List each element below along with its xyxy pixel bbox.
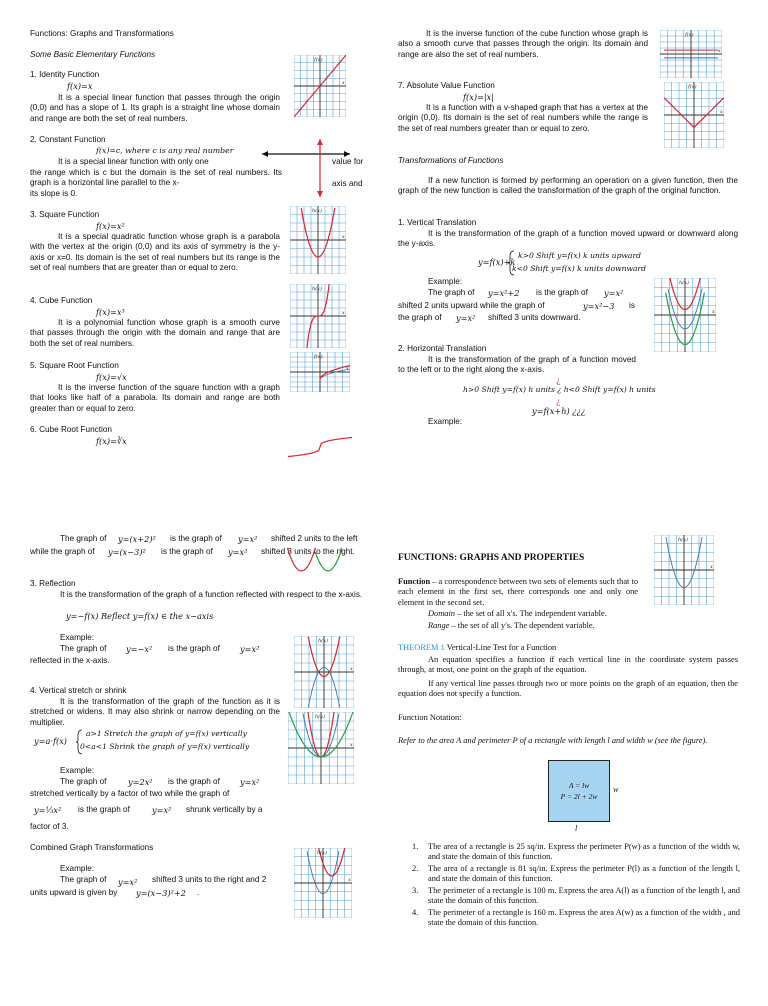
horizontal-example-formula-2: y=x² xyxy=(238,534,258,544)
graph-svg xyxy=(294,636,354,708)
graph-svg xyxy=(664,82,724,148)
reflection-example-formula-2: y=x² xyxy=(240,644,260,654)
stretch-graph xyxy=(288,712,354,784)
horizontal-example-text-g: shifted 3 units to the right. xyxy=(261,547,355,556)
function-definition-text: – a correspondence between two sets of elements such that to each element in the first set, there corresponds one and only one element in the second set. xyxy=(398,577,639,607)
horizontal-example-text-c: shifted 2 units to the left xyxy=(271,534,358,543)
graph-svg xyxy=(654,535,714,605)
problem-text: The area of a rectangle is 25 sq/in. Express the perimeter P(w) as a function of the width w, and state the domain of this function. xyxy=(428,842,740,862)
constant-description-a: It is a special linear function with only one xyxy=(58,157,209,166)
combined-graph xyxy=(294,848,352,918)
rectangle-length-label: l xyxy=(575,824,578,833)
problem-text: The area of a rectangle is 81 sq/in. Express the perimeter P(l) as a function of the length l, and state the domain of this function. xyxy=(428,864,740,884)
graph-svg xyxy=(286,530,342,572)
axis-label: h(x) xyxy=(679,280,689,286)
cube-graph xyxy=(290,284,346,348)
vertical-example-label: Example: xyxy=(428,277,463,286)
graph-svg xyxy=(660,30,722,78)
stretch-example-formula-3: y=⅓x² xyxy=(34,805,62,815)
axis-label: x xyxy=(348,877,351,883)
constant-formula: f(x)=c, where c is any real number xyxy=(96,146,234,155)
cbrt-formula: f(x)=∛x xyxy=(96,436,127,446)
stretch-example-formula-4: y=x² xyxy=(152,805,172,815)
vertical-translation-graph xyxy=(654,278,716,352)
problem-text: The perimeter of a rectangle is 160 m. Express the area A(w) as a function of the width , and state the domain of this function. xyxy=(428,908,740,928)
vertical-example-formula-4: y=x² xyxy=(456,313,476,323)
cbrt-description: It is the inverse function of the cube function whose graph is also a smooth curve that passes through the origin. Its domain and range are also the set of real numbers. xyxy=(398,29,648,59)
transformations-heading: Transformations of Functions xyxy=(398,156,504,165)
vertical-example-text-a: The graph of xyxy=(428,288,475,297)
combined-example-label: Example: xyxy=(60,864,95,873)
shift-right-curve xyxy=(315,548,342,571)
theorem-heading xyxy=(398,643,556,653)
horizontal-formula-lhs: y=f(x+h) ¿¿¿ xyxy=(532,406,586,416)
square-description: It is a special quadratic function whose graph is a parabola with the vertex at the origin (0,0) and its axis of symmetry is the y-axis or x=0. Its domain is the set of real numbers but its range is the set of real numbers that are greater than or equal to zero. xyxy=(30,232,280,273)
constant-heading: 2. Constant Function xyxy=(30,135,106,144)
axis-label: x xyxy=(712,309,715,315)
axis-label: h(x) xyxy=(318,638,328,644)
stretch-example-text-g: factor of 3. xyxy=(30,822,69,831)
problem-number: 1. xyxy=(412,842,419,851)
combined-example-text-a: The graph of xyxy=(60,875,107,884)
properties-graph xyxy=(654,535,714,605)
graph-svg xyxy=(654,278,716,352)
theorem-title: Vertical-Line Test for a Function xyxy=(446,643,557,652)
range-definition xyxy=(428,621,595,631)
combined-example-text-d: . xyxy=(197,888,200,897)
properties-title-a: FUNCTIONS xyxy=(398,553,454,563)
graph-svg xyxy=(258,137,378,199)
axis-label: f(x) xyxy=(688,84,697,90)
range-term: Range xyxy=(428,621,450,630)
graph-svg xyxy=(290,206,346,274)
horizontal-example-text-d: while the graph of xyxy=(30,547,95,556)
cube-description: It is a polynomial function whose graph is a smooth curve that passes through the origin with the domain and range that are both the set of real numbers. xyxy=(30,318,280,348)
properties-title xyxy=(398,553,584,563)
stretch-heading: 4. Vertical stretch or shrink xyxy=(30,686,127,695)
axis-label: x xyxy=(718,48,721,54)
horizontal-translation-description: It is the transformation of the graph of a function moved to the left or to the right along the x-axis. xyxy=(398,355,636,375)
domain-term: Domain xyxy=(428,609,455,618)
axis-label: x xyxy=(350,742,353,748)
stretch-case-stretch: a>1 Stretch the graph of y=f(x) vertically xyxy=(86,729,247,738)
horizontal-example-text-a: The graph of xyxy=(60,534,107,543)
identity-heading: 1. Identity Function xyxy=(30,70,100,79)
vertical-example-text-c: shifted 2 units upward while the graph of xyxy=(398,301,545,310)
horizontal-example-formula-4: y=x² xyxy=(228,547,248,557)
function-notation-heading: Function Notation: xyxy=(398,713,462,722)
vertical-example-text-d: is xyxy=(629,301,635,310)
horizontal-mark-2: ¿ xyxy=(556,396,561,406)
problem-number: 4. xyxy=(412,908,419,917)
reflection-example-text-c: reflected in the x-axis. xyxy=(30,656,110,665)
arrow-head xyxy=(317,191,323,197)
properties-title-b: : GRAPHS AND PROPERTIES xyxy=(453,553,585,563)
graph-svg xyxy=(290,352,350,392)
axis-label: h(x) xyxy=(315,714,325,720)
axis-label: f(x) xyxy=(685,32,694,38)
combined-heading: Combined Graph Transformations xyxy=(30,843,154,852)
graph-svg xyxy=(294,55,346,117)
combined-example-formula-1: y=x² xyxy=(118,877,138,887)
combined-example-text-b: shifted 3 units to the right and 2 xyxy=(152,875,267,884)
axis-label: x xyxy=(342,234,345,240)
graph-svg xyxy=(288,432,352,462)
arrow-head xyxy=(344,151,350,157)
vertical-translation-heading: 1. Vertical Translation xyxy=(398,218,477,227)
reflection-example-formula-1: y=−x² xyxy=(126,644,153,654)
abs-formula: f(x)=|x| xyxy=(463,92,495,102)
sqrt-graph xyxy=(290,352,350,392)
rectangle-intro: Refer to the area A and perimeter P of a rectangle with length l and width w (see the figure). xyxy=(398,736,708,745)
constant-description-e: its slope is 0. xyxy=(30,189,78,198)
vertical-example-text-b: is the graph of xyxy=(536,288,588,297)
stretch-example-text-e: shrunk vertically by a xyxy=(186,805,263,814)
identity-graph xyxy=(294,55,346,117)
axis-label: f(x) xyxy=(314,57,323,63)
function-definition xyxy=(398,577,638,608)
vertical-example-formula-3: y=x²−3 xyxy=(583,301,615,311)
cube-formula: f(x)=x³ xyxy=(96,307,125,317)
domain-definition xyxy=(428,609,607,619)
axis-label: f(x) xyxy=(314,354,323,360)
vertical-translation-description: It is the transformation of the graph of a function moved upward or downward along the y-axis. xyxy=(398,229,738,249)
stretch-example-text-d: is the graph of xyxy=(78,805,130,814)
sqrt-heading: 5. Square Root Function xyxy=(30,361,119,370)
identity-description: It is a special linear function that passes through the origin (0,0) and has a slope of 1. Its graph is a straight line whose domain and range are both the set of real numbers. xyxy=(30,93,280,123)
stretch-example-text-c: stretched vertically by a factor of two while the graph of xyxy=(30,789,230,798)
horizontal-translation-heading: 2. Horizontal Translation xyxy=(398,344,487,353)
reflection-graph xyxy=(294,636,354,708)
arrow-head xyxy=(262,151,268,157)
axis-label: h(x) xyxy=(678,537,688,543)
graph-svg xyxy=(294,848,352,918)
stretch-example-formula-1: y=2x² xyxy=(128,777,153,787)
cbrt-graph xyxy=(288,432,352,462)
vertical-example-text-e: the graph of xyxy=(398,313,442,322)
problem-text: The perimeter of a rectangle is 100 m. Express the area A(l) as a function of the length l, and state the domain of this function. xyxy=(428,886,740,906)
arrows-graph xyxy=(660,30,722,78)
cbrt-heading: 6. Cube Root Function xyxy=(30,425,112,434)
horizontal-example-label: Example: xyxy=(428,417,463,426)
horizontal-example-formula-1: y=(x+2)² xyxy=(118,534,156,544)
arrow-head xyxy=(317,139,323,145)
page-title: Functions: Graphs and Transformations xyxy=(30,29,174,38)
horizontal-translation-graph xyxy=(286,530,342,572)
theorem-label: THEOREM 1 xyxy=(398,643,445,652)
cube-heading: 4. Cube Function xyxy=(30,296,93,305)
vertical-case-upward: k>0 Shift y=f(x) k units upward xyxy=(518,251,641,260)
horizontal-example-formula-3: y=(x−3)² xyxy=(108,547,146,557)
rectangle-figure xyxy=(548,760,610,822)
axis-label: x xyxy=(710,564,713,570)
reflection-example-text-a: The graph of xyxy=(60,644,107,653)
axis-label: h(x) xyxy=(312,286,322,292)
abs-heading: 7. Absolute Value Function xyxy=(398,81,495,90)
rectangle-width-label: w xyxy=(613,785,619,794)
stretch-case-shrink: 0<a<1 Shrink the graph of y=f(x) vertically xyxy=(80,742,250,751)
stretch-example-label: Example: xyxy=(60,766,95,775)
horizontal-mark-1: ¿ xyxy=(556,375,561,385)
axis-label: x xyxy=(350,666,353,672)
stretch-example-formula-2: y=x² xyxy=(240,777,260,787)
abs-description: It is a function with a v-shaped graph that has a vertex at the origin (0,0). Its domain is the set of real numbers while the range is the set of real numbers greater than or equal to zero. xyxy=(398,103,648,133)
axis-label: h(x) xyxy=(312,208,322,214)
horizontal-example-text-b: is the graph of xyxy=(170,534,222,543)
problem-number: 3. xyxy=(412,886,419,895)
domain-definition-text: – the set of all x's. The independent variable. xyxy=(457,609,607,618)
graph-svg xyxy=(288,712,354,784)
theorem-paragraph-2: If any vertical line passes through two or more points on the graph of an equation, then the equation does not specify a function. xyxy=(398,679,738,699)
rectangle-area-formula: A = lw xyxy=(568,781,590,790)
reflection-example-label: Example: xyxy=(60,633,95,642)
shift-left-curve xyxy=(287,548,315,571)
stretch-example-text-b: is the graph of xyxy=(168,777,220,786)
horizontal-example-text-e: is the graph of xyxy=(161,547,213,556)
axis-label: x xyxy=(346,366,349,372)
constant-graph xyxy=(258,137,378,199)
theorem-paragraph-1: An equation specifies a function if each vertical line in the coordinate system passes through, at most, one point on the graph of the equation. xyxy=(398,655,738,675)
stretch-description: It is the transformation of the graph of the function as it is stretched or widens. It may also shrink or narrow depending on the multiplier. xyxy=(30,697,280,727)
horizontal-formula-line: h>0 Shift y=f(x) h units ¿ h<0 Shift y=f(x) h units xyxy=(463,385,656,394)
combined-example-formula-2: y=(x−3)²+2 xyxy=(136,888,186,898)
reflection-description: It is the transformation of the graph of a function reflected with respect to the x-axis. xyxy=(60,590,363,599)
axis-label: x xyxy=(720,109,723,115)
section-subtitle: Some Basic Elementary Functions xyxy=(30,50,156,59)
function-term: Function xyxy=(398,577,431,586)
reflection-heading: 3. Reflection xyxy=(30,579,76,588)
graph-svg xyxy=(290,284,346,348)
stretch-example-text-a: The graph of xyxy=(60,777,107,786)
combined-example-text-c: units upward is given by xyxy=(30,888,118,897)
axis-label: x xyxy=(342,310,345,316)
constant-description-d: axis and xyxy=(332,179,363,188)
range-definition-text: – the set of all y's. The dependent variable. xyxy=(451,621,595,630)
square-formula: f(x)=x² xyxy=(96,221,125,231)
abs-graph xyxy=(664,82,724,148)
vertical-example-formula-1: y=x²+2 xyxy=(488,288,520,298)
identity-formula: f(x)=x xyxy=(67,81,93,91)
axis-label: x xyxy=(342,80,345,86)
rectangle-perimeter-formula: P = 2l + 2w xyxy=(560,792,598,801)
constant-description-b: value for xyxy=(332,157,364,166)
transformations-description: If a new function is formed by performing an operation on a given function, then the graph of the new function is called the transformation of the graph of the original function. xyxy=(398,176,738,196)
cbrt-curve xyxy=(288,438,352,457)
vertical-case-downward: k<0 Shift y=f(x) k units downward xyxy=(512,264,647,273)
square-graph xyxy=(290,206,346,274)
axis-label: h(x) xyxy=(317,850,327,856)
vertical-formula-lhs: y=f(x)+k xyxy=(478,257,516,267)
vertical-example-formula-2: y=x² xyxy=(604,288,624,298)
sqrt-formula: f(x)=√x xyxy=(96,372,127,382)
sqrt-description: It is the inverse function of the square function with a graph that looks like half of a parabola. Its domain and range are both greater than or equal to zero. xyxy=(30,383,280,413)
stretch-formula-lhs: y=a·f(x) xyxy=(34,736,68,746)
constant-description-c: the range which is c but the domain is the set of real numbers. Its graph is a horizontal line parallel to the x- xyxy=(30,168,282,188)
square-heading: 3. Square Function xyxy=(30,210,100,219)
reflection-formula: y=−f(x) Reflect y=f(x) ∈ the x−axis xyxy=(66,611,214,621)
reflection-example-text-b: is the graph of xyxy=(168,644,220,653)
vertical-example-text-g: shifted 3 units downward. xyxy=(488,313,581,322)
problem-number: 2. xyxy=(412,864,419,873)
